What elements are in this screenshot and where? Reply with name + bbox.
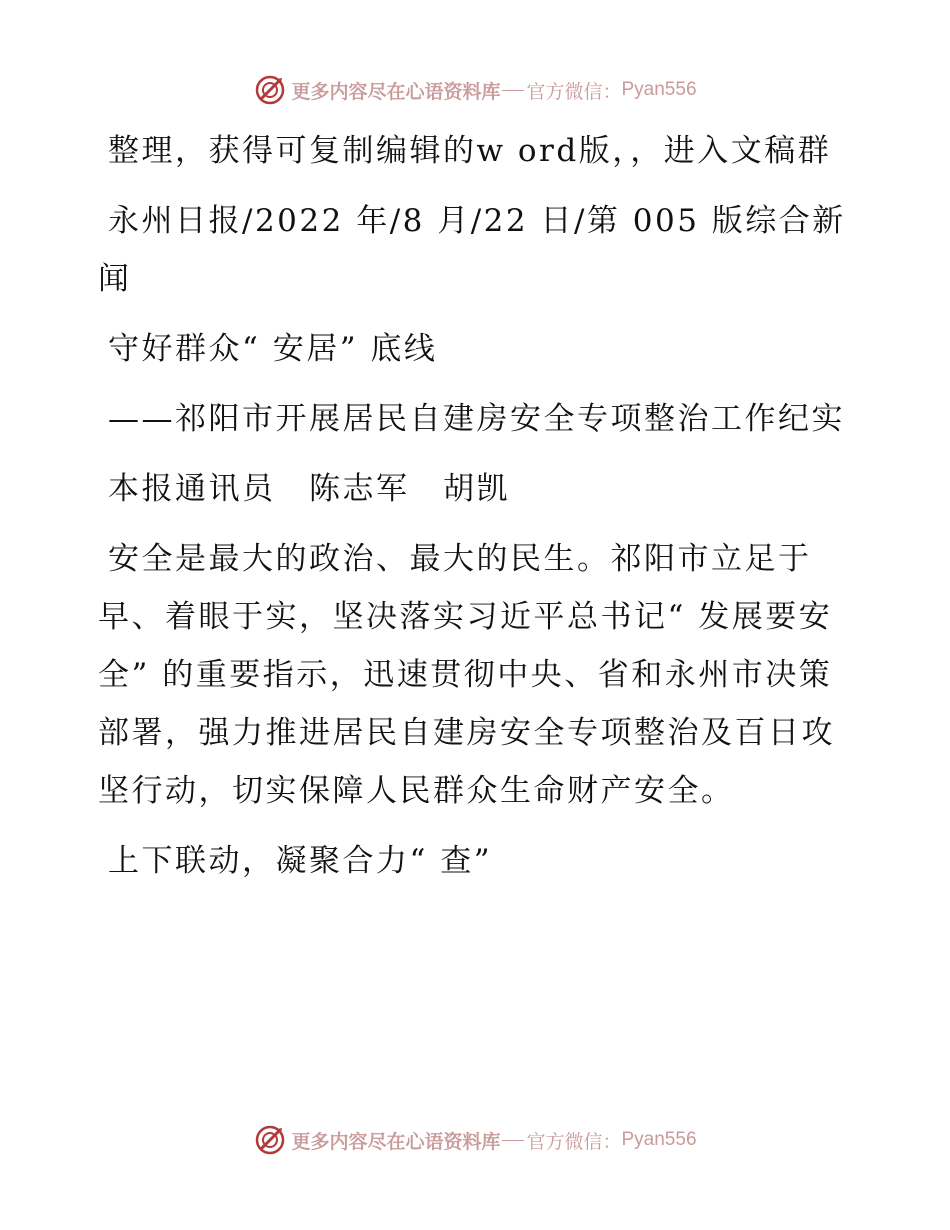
- header-banner: [0, 70, 950, 110]
- footer-brand-text: 更多内容尽在心语资料库: [291, 1130, 501, 1153]
- document-body: [98, 122, 850, 902]
- section-heading: 上下联动，凝聚合力“ 查”: [108, 843, 493, 879]
- footer-banner: [0, 1120, 950, 1160]
- header-wechat-label: 官方微信：: [526, 80, 622, 103]
- byline: 本报通讯员 陈志军 胡凯: [108, 471, 510, 507]
- brand-logo-icon: [253, 73, 287, 107]
- header-dash: [502, 90, 524, 91]
- footer-wechat-label: 官方微信：: [526, 1130, 622, 1153]
- article-title: 守好群众“ 安居” 底线: [108, 331, 438, 367]
- header-wechat-id: Pyan556: [621, 79, 697, 100]
- brand-logo-icon: [253, 1123, 287, 1157]
- intro-note: 整理，获得可复制编辑的w ord版，，进入文稿群: [108, 133, 832, 169]
- lead-paragraph: 安全是最大的政治、最大的民生。祁阳市立足于早、着眼于实，坚决落实习近平总书记“ 发展要安全” 的重要指示，迅速贯彻中央、省和永州市决策部署，强力推进居民自建房安全专项整治及百日攻坚行动，切实保障人民群众生命财产安全。: [98, 541, 835, 809]
- source-line: 永州日报/2022 年/8 月/22 日/第 005 版综合新闻: [98, 203, 846, 297]
- footer-wechat-id: Pyan556: [621, 1129, 697, 1150]
- header-brand-text: 更多内容尽在心语资料库: [291, 80, 501, 103]
- article-subtitle: ——祁阳市开展居民自建房安全专项整治工作纪实: [108, 401, 845, 437]
- footer-dash: [502, 1140, 524, 1141]
